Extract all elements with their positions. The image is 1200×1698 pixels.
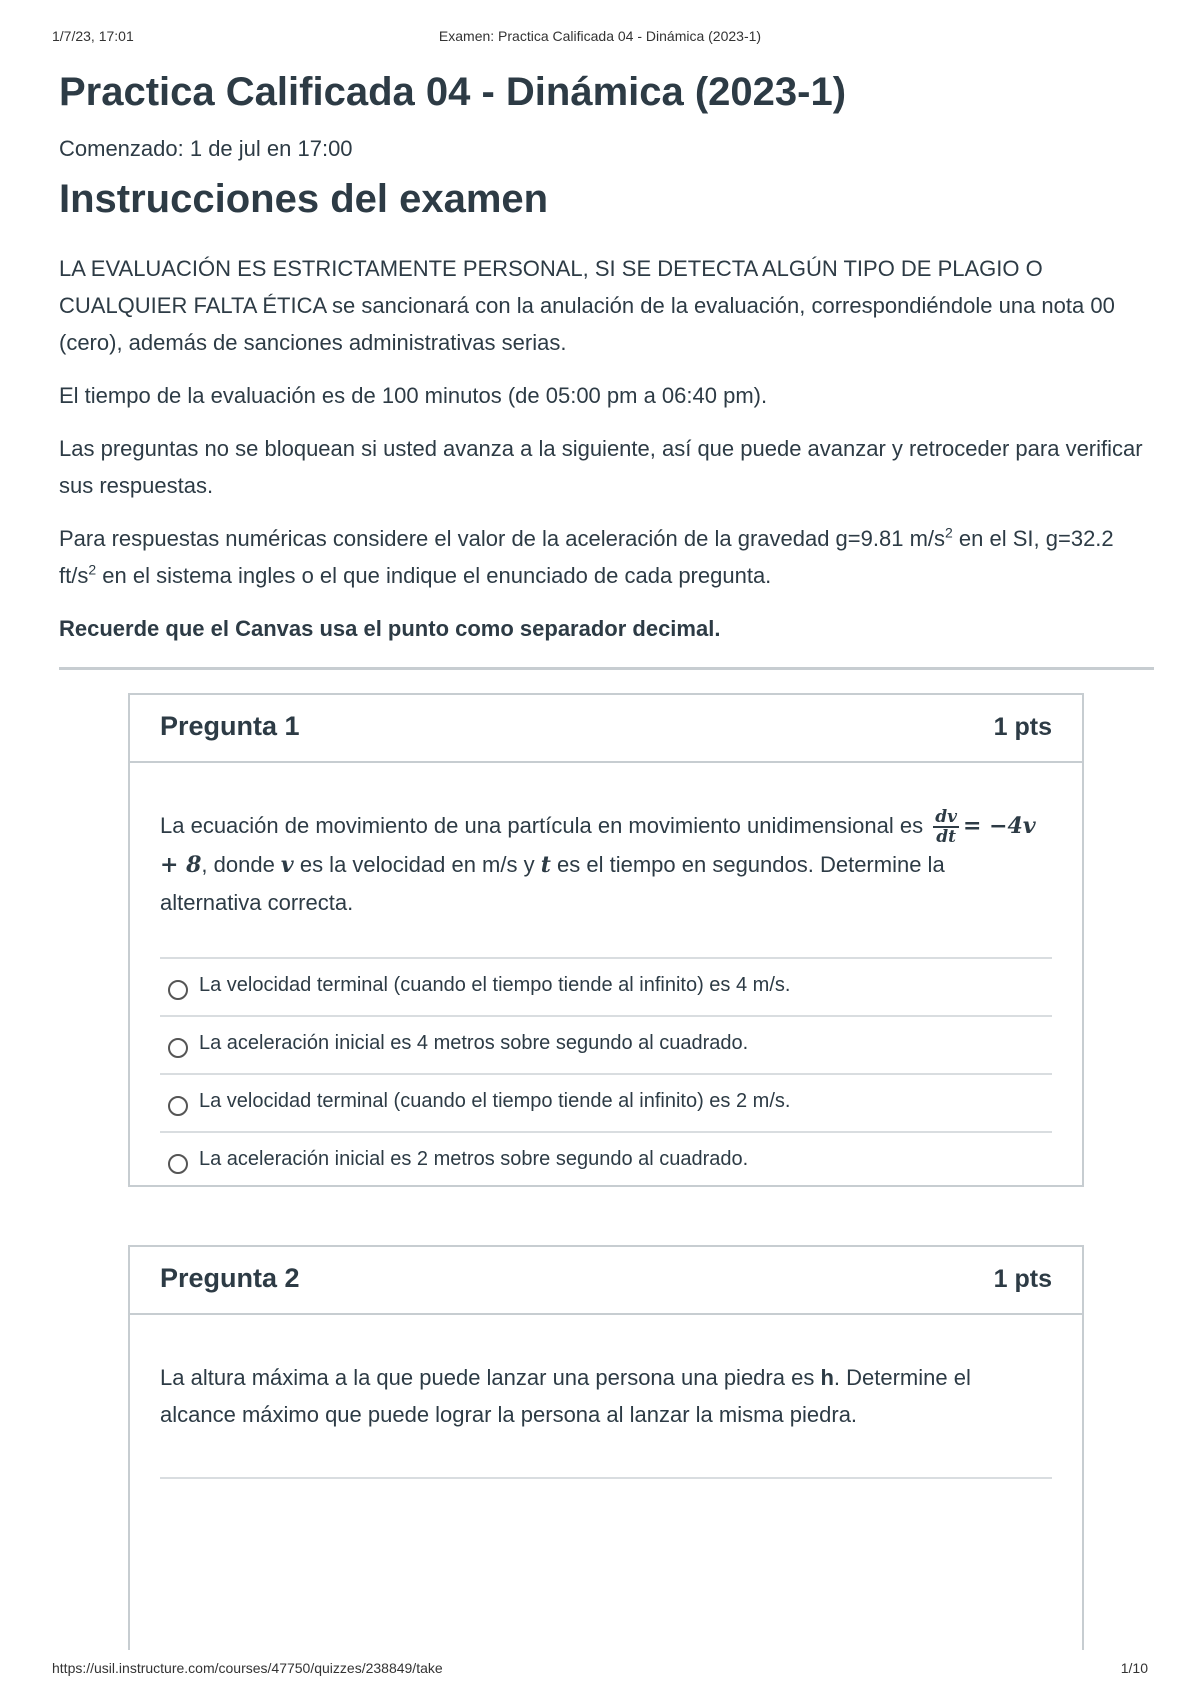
print-datetime: 1/7/23, 17:01 bbox=[52, 28, 134, 44]
derivative-fraction bbox=[933, 808, 959, 846]
question-points: 1 pts bbox=[993, 1265, 1052, 1293]
question-text bbox=[160, 1359, 1052, 1433]
exponent: 2 bbox=[945, 524, 953, 541]
radio-button[interactable] bbox=[168, 1154, 188, 1174]
equation-rhs: = −4v + 8 bbox=[160, 813, 1036, 879]
fraction-denominator: dt bbox=[936, 827, 956, 848]
answer-option[interactable] bbox=[160, 1017, 1052, 1075]
instructions-paragraph-1: LA EVALUACIÓN ES ESTRICTAMENTE PERSONAL, SI SE DETECTA ALGÚN TIPO DE PLAGIO O CUALQUIER FALTA ÉTICA se sancionará con la anulación de la evaluación, correspondiéndole una nota 00 (cero), además de sanciones administrativas serias. bbox=[59, 256, 1115, 355]
instructions-paragraph-4 bbox=[59, 520, 1154, 594]
quiz-content bbox=[59, 62, 1154, 670]
answer-label[interactable]: La aceleración inicial es 2 metros sobre segundo al cuadrado. bbox=[199, 1148, 749, 1171]
variable-h: h bbox=[820, 1365, 834, 1390]
question-name: Pregunta 1 bbox=[160, 711, 300, 741]
answer-option[interactable] bbox=[160, 1133, 1052, 1191]
instructions-paragraph-2: El tiempo de la evaluación es de 100 minutos (de 05:00 pm a 06:40 pm). bbox=[59, 383, 768, 408]
radio-button[interactable] bbox=[168, 1038, 188, 1058]
question-header bbox=[130, 695, 1082, 763]
answer-label[interactable]: La velocidad terminal (cuando el tiempo tiende al infinito) es 4 m/s. bbox=[199, 974, 791, 997]
answer-label[interactable]: La aceleración inicial es 4 metros sobre segundo al cuadrado. bbox=[199, 1032, 749, 1055]
decimal-separator-note: Recuerde que el Canvas usa el punto como separador decimal. bbox=[59, 616, 721, 641]
question-text-part: , donde bbox=[201, 852, 281, 878]
quiz-title: Practica Calificada 04 - Dinámica (2023-1) bbox=[59, 70, 847, 114]
question-text-part: La altura máxima a la que puede lanzar una persona una piedra es bbox=[160, 1365, 821, 1390]
answer-label[interactable]: La velocidad terminal (cuando el tiempo tiende al infinito) es 2 m/s. bbox=[199, 1090, 791, 1113]
gravity-si-text: Para respuestas numéricas considere el valor de la aceleración de la gravedad g=9.81 m/s bbox=[59, 526, 946, 551]
question-text-part: . Determine el alcance máximo que puede lograr la persona al lanzar la misma piedra. bbox=[160, 1365, 971, 1427]
started-text: Comenzado: 1 de jul en 17:00 bbox=[59, 136, 353, 161]
print-doc-title: Examen: Practica Calificada 04 - Dinámica (2023-1) bbox=[438, 28, 762, 44]
exponent: 2 bbox=[88, 561, 97, 578]
print-footer bbox=[0, 1660, 1200, 1680]
variable-t: t bbox=[540, 852, 551, 879]
gravity-imperial-text: en el SI, g=32.2 ft/s bbox=[59, 526, 1114, 588]
question-text-part: es la velocidad en m/s y bbox=[293, 852, 541, 878]
gravity-note-text: en el sistema ingles o el que indique el enunciado de cada pregunta. bbox=[96, 563, 772, 588]
answer-list bbox=[160, 1477, 1052, 1479]
question-1 bbox=[128, 693, 1084, 1187]
question-body bbox=[130, 763, 1082, 1191]
question-header bbox=[130, 1247, 1082, 1315]
answer-option[interactable] bbox=[160, 959, 1052, 1017]
question-text-part: es el tiempo en segundos. Determine la alternativa correcta. bbox=[160, 852, 945, 916]
page-number: 1/10 bbox=[1120, 1660, 1148, 1676]
instructions-body bbox=[59, 250, 1154, 647]
radio-button[interactable] bbox=[168, 1096, 188, 1116]
radio-button[interactable] bbox=[168, 980, 188, 1000]
instructions-paragraph-3: Las preguntas no se bloquean si usted avanza a la siguiente, así que puede avanzar y retroceder para verificar sus respuestas. bbox=[59, 436, 1143, 498]
print-header bbox=[0, 28, 1200, 48]
answer-option[interactable] bbox=[160, 1075, 1052, 1133]
divider bbox=[59, 667, 1154, 670]
question-2 bbox=[128, 1245, 1084, 1650]
question-points: 1 pts bbox=[993, 713, 1052, 741]
question-text bbox=[160, 807, 1052, 921]
answer-list bbox=[160, 957, 1052, 1191]
variable-v: v bbox=[280, 852, 294, 879]
question-text-part: La ecuación de movimiento de una partícula en movimiento unidimensional es bbox=[160, 813, 930, 838]
question-name: Pregunta 2 bbox=[160, 1263, 300, 1293]
instructions-heading: Instrucciones del examen bbox=[59, 177, 549, 221]
print-url: https://usil.instructure.com/courses/47750/quizzes/238849/take bbox=[52, 1660, 443, 1676]
question-body bbox=[130, 1315, 1082, 1479]
fraction-numerator: dv bbox=[935, 807, 957, 828]
